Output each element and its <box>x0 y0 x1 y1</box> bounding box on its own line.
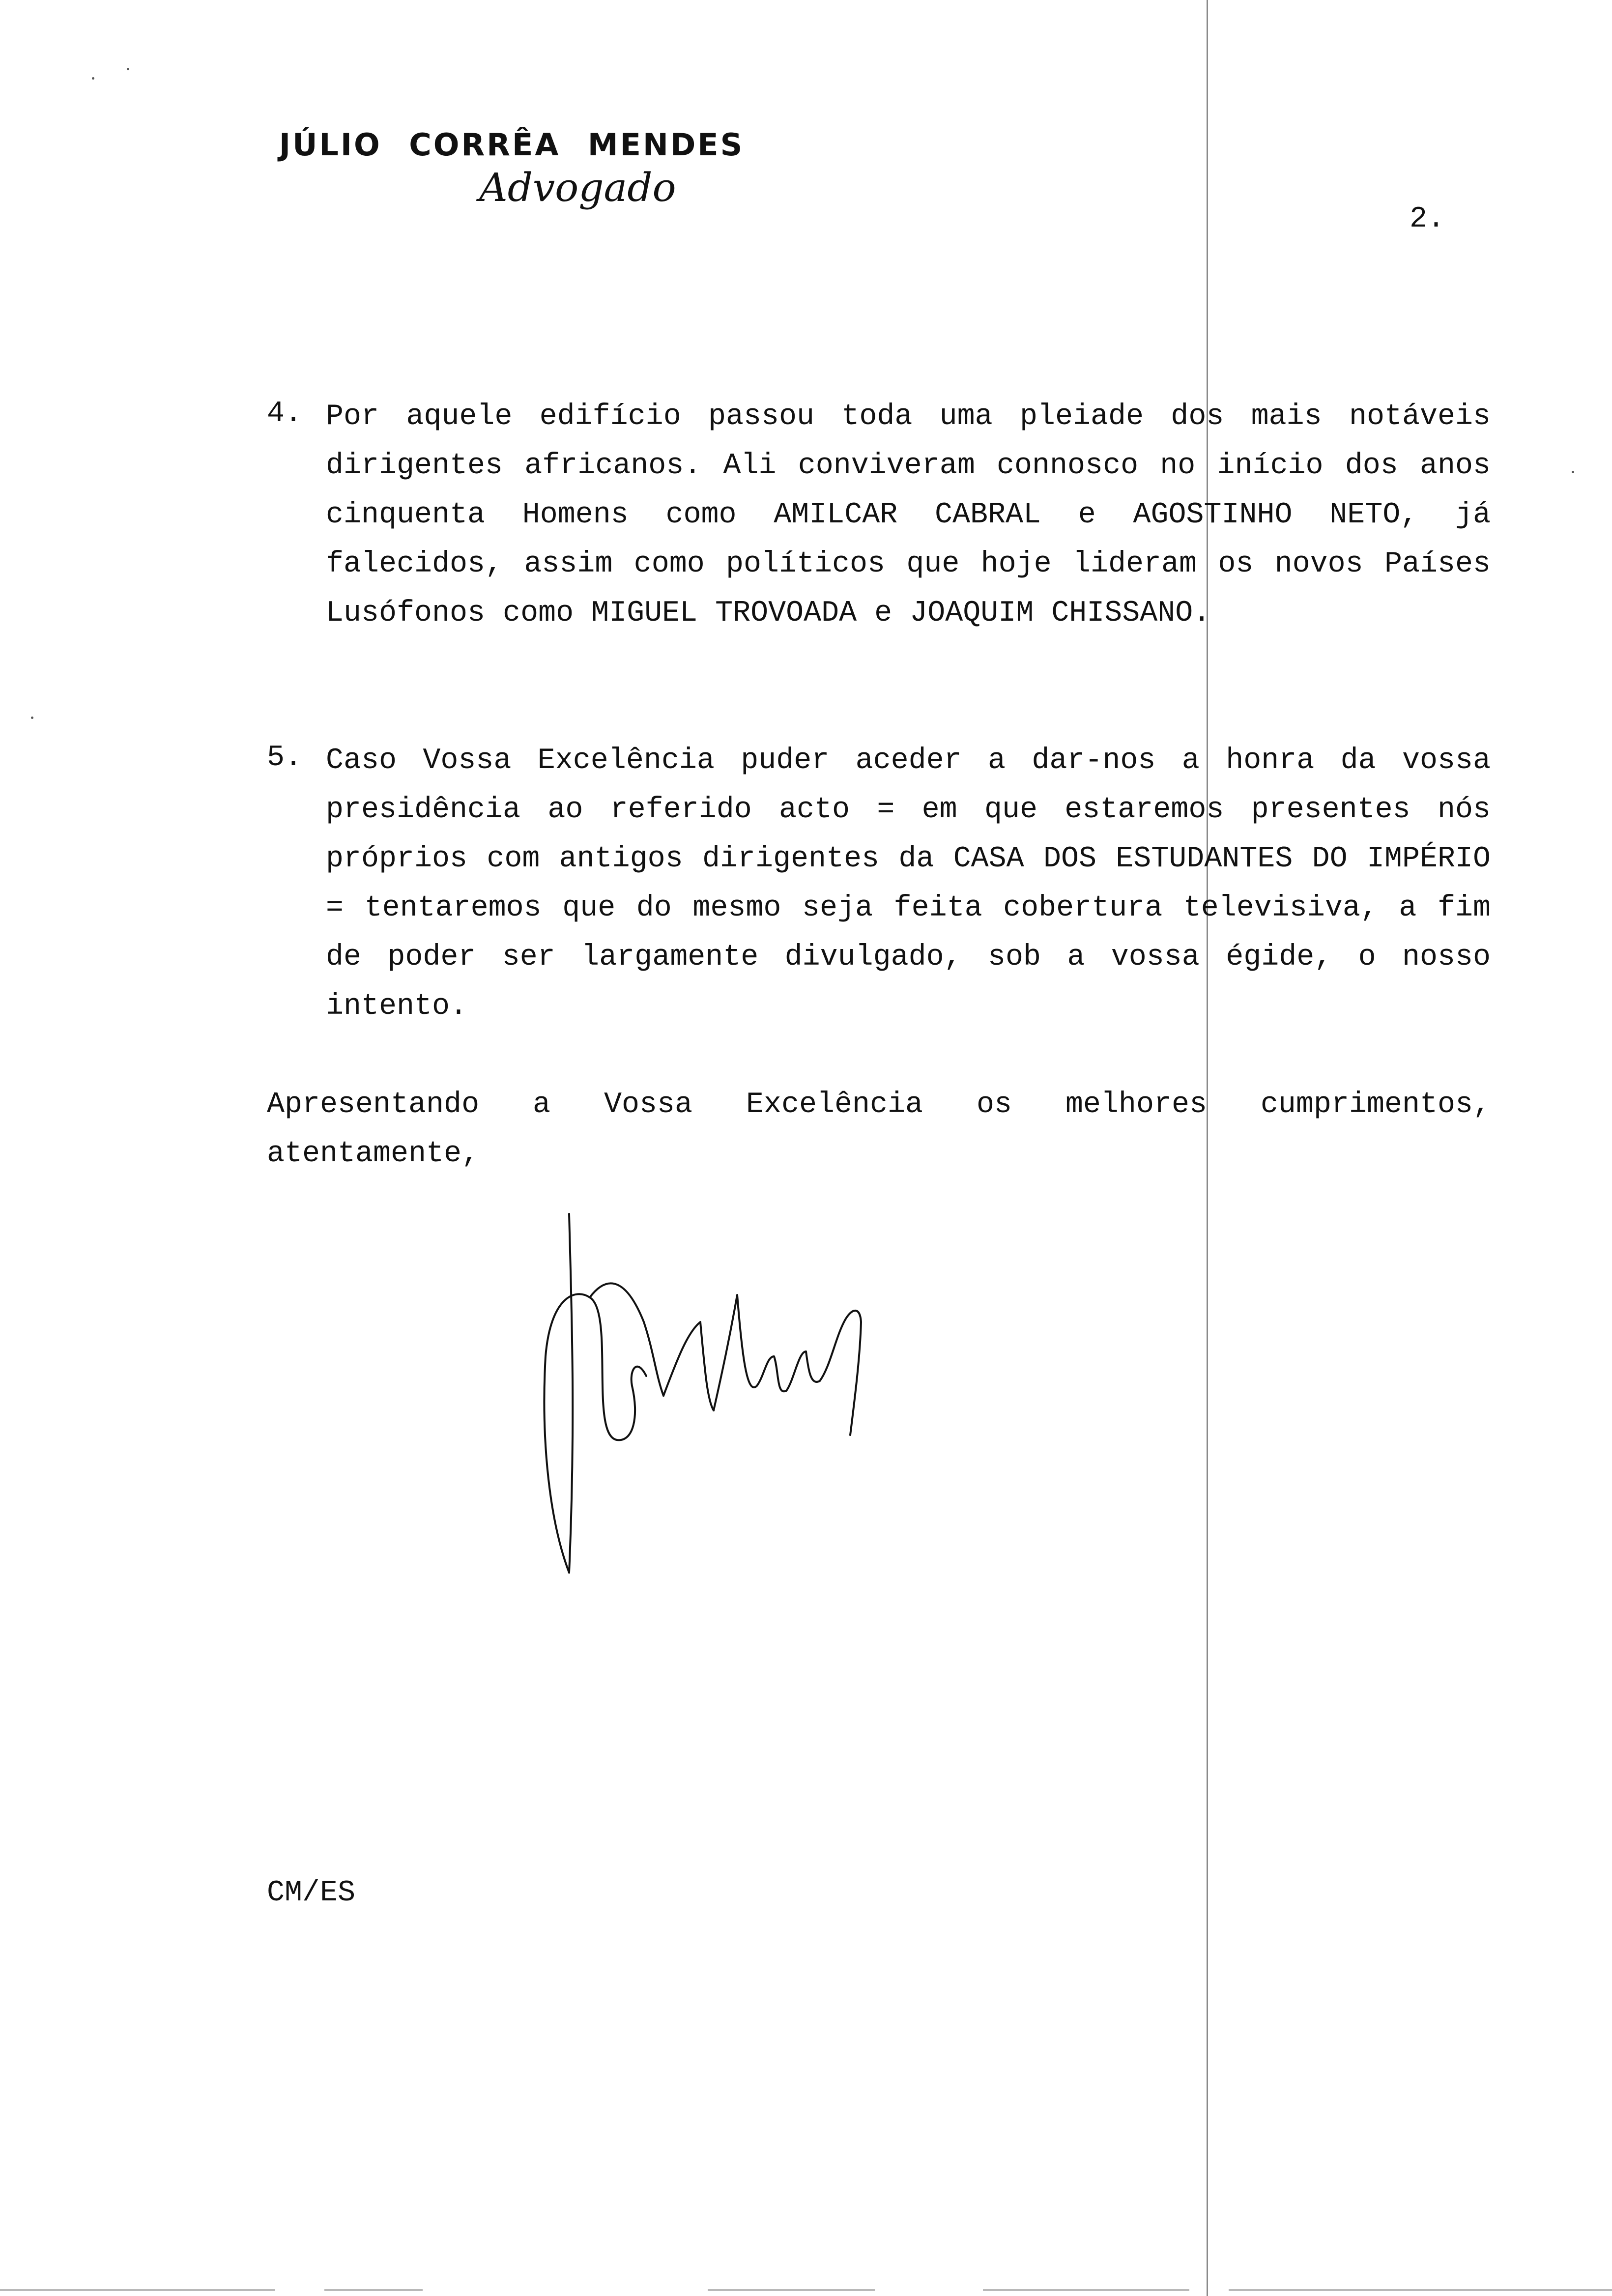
page-number: 2. <box>1410 202 1445 236</box>
reference-initials: CM/ES <box>267 1876 356 1910</box>
scan-speck <box>127 68 129 70</box>
scan-bottom-edge <box>0 2289 1612 2292</box>
paragraph-number: 4. <box>267 397 303 430</box>
letterhead-title: Advogado <box>479 165 676 210</box>
scan-speck <box>1572 471 1574 473</box>
paragraph-number: 5. <box>267 741 303 775</box>
scan-speck <box>31 717 33 719</box>
closing-text: Apresentando a Vossa Excelência os melhores cumprimentos, atentamente, <box>267 1088 1491 1171</box>
letterhead-name: JÚLIO CORRÊA MENDES <box>279 127 745 163</box>
signature <box>531 1209 904 1582</box>
paragraph-body: Caso Vossa Excelência puder aceder a dar-nos a honra da vossa presidência ao referido acto = em que estaremos presentes nós próprios com antigos dirigentes da CASA DOS ESTUDANTES DO IMPÉRIO = tentaremos que do mesmo seja feita cobertura televisiva, a fim de poder ser largamente divulgado, sob a vossa égide, o nosso intento. <box>326 744 1491 1023</box>
scan-speck <box>92 77 94 80</box>
paragraph-body: Por aquele edifício passou toda uma pleiade dos mais notáveis dirigentes africanos. Ali conviveram connosco no início dos anos cinquenta Homens como AMILCAR CABRAL e AGOSTINHO NETO, já falecidos, assim como políticos que hoje lideram os novos Países Lusófonos como MIGUEL TROVOADA e JOAQUIM CHISSANO. <box>326 400 1491 630</box>
